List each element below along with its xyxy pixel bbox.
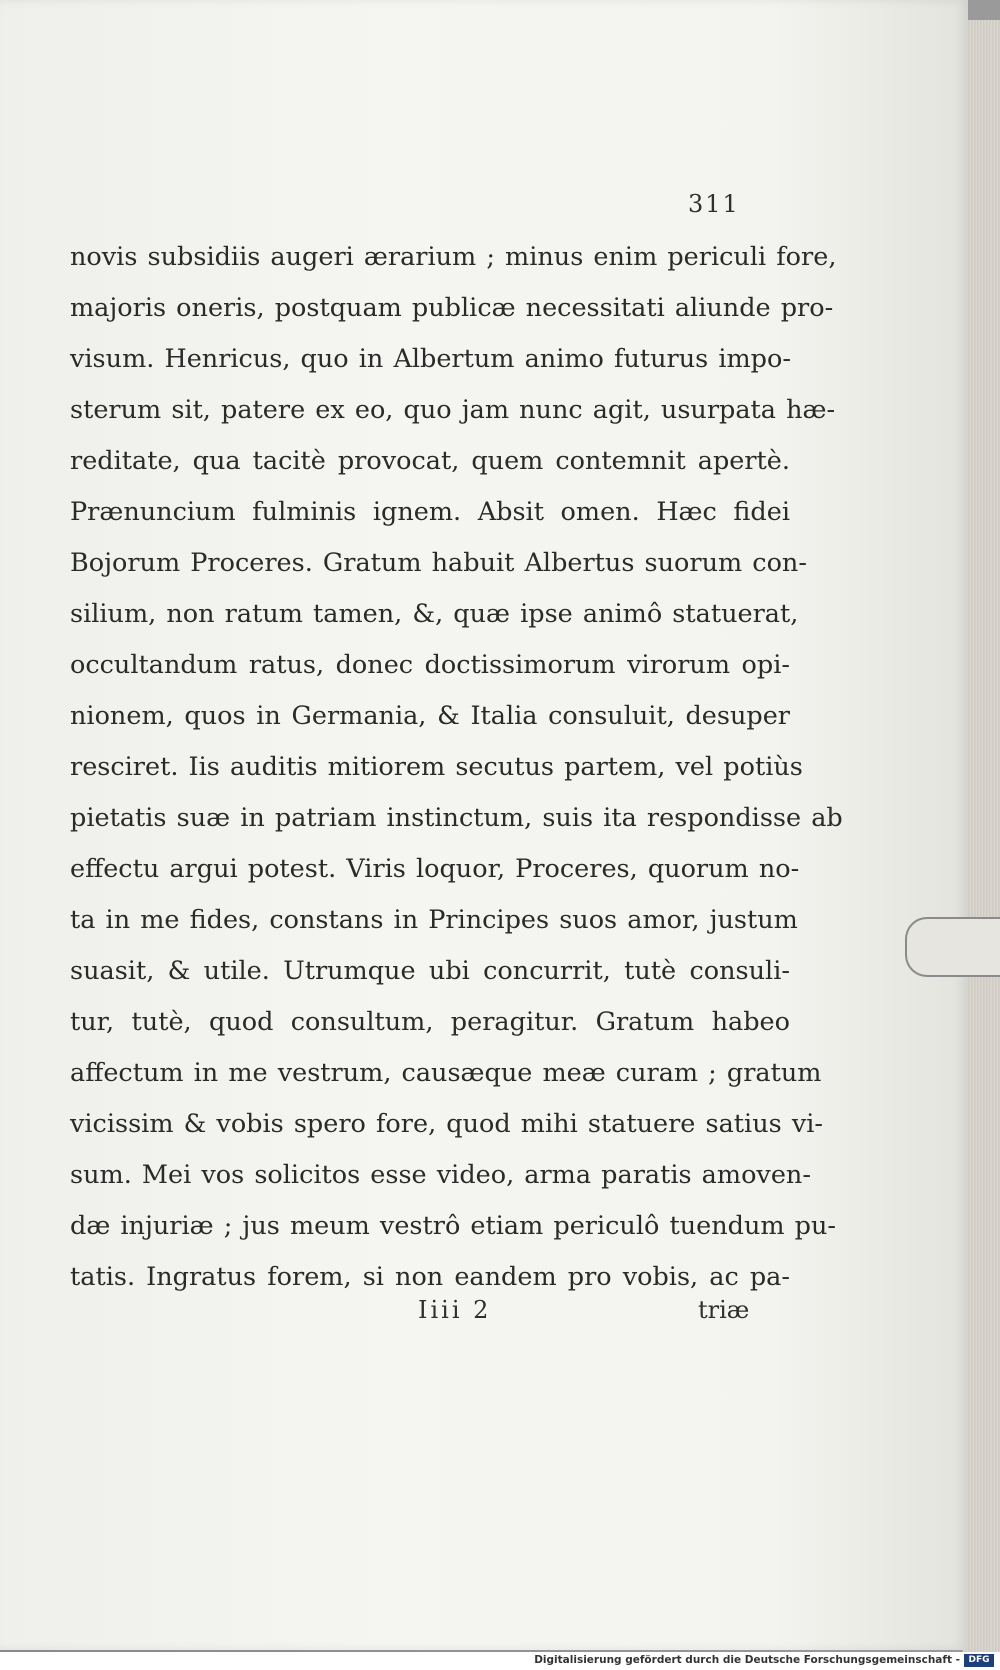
text-line: visum. Henricus, quo in Albertum animo futurus impo-: [70, 344, 791, 374]
text-line: novis subsidiis augeri ærarium ; minus enim periculi fore,: [70, 242, 837, 272]
text-line: Bojorum Proceres. Gratum habuit Albertus suorum con-: [70, 548, 807, 578]
text-line: sum. Mei vos solicitos esse video, arma paratis amoven-: [70, 1160, 811, 1190]
text-line: nionem, quos in Germania, & Italia consuluit, desuper: [70, 701, 790, 731]
dfg-logo: DFG: [964, 1654, 994, 1667]
text-line: tatis. Ingratus forem, si non eandem pro vobis, ac pa-: [70, 1262, 790, 1292]
text-line: resciret. Iis auditis mitiorem secutus partem, vel potiùs: [70, 752, 803, 782]
text-line: Prænuncium fulminis ignem. Absit omen. Hæc fidei: [70, 497, 790, 527]
text-line: majoris oneris, postquam publicæ necessitati aliunde pro-: [70, 293, 834, 323]
signature-mark: Iiii 2: [418, 1296, 492, 1324]
text-line: silium, non ratum tamen, &, quæ ipse animô statuerat,: [70, 599, 799, 629]
page-tab-marker: [905, 917, 1000, 977]
text-line: vicissim & vobis spero fore, quod mihi statuere satius vi-: [70, 1109, 823, 1139]
body-text: [70, 232, 843, 1303]
text-line: tur, tutè, quod consultum, peragitur. Gratum habeo: [70, 1007, 790, 1037]
text-line: dæ injuriæ ; jus meum vestrô etiam periculô tuendum pu-: [70, 1211, 837, 1241]
page-number: 311: [688, 190, 740, 218]
text-line: occultandum ratus, donec doctissimorum virorum opi-: [70, 650, 790, 680]
text-line: suasit, & utile. Utrumque ubi concurrit, tutè consuli-: [70, 956, 790, 986]
text-line: ta in me fides, constans in Principes suos amor, justum: [70, 905, 798, 935]
catchword: triæ: [698, 1296, 750, 1324]
text-line: effectu argui potest. Viris loquor, Proceres, quorum no-: [70, 854, 800, 884]
text-line: sterum sit, patere ex eo, quo jam nunc agit, usurpata hæ-: [70, 395, 836, 425]
text-line: affectum in me vestrum, causæque meæ curam ; gratum: [70, 1058, 822, 1088]
funding-credit: Digitalisierung gefördert durch die Deutsche Forschungsgemeinschaft -: [534, 1654, 960, 1666]
text-line: reditate, qua tacitè provocat, quem contemnit apertè.: [70, 446, 790, 476]
text-line: pietatis suæ in patriam instinctum, suis ita respondisse ab: [70, 803, 843, 833]
